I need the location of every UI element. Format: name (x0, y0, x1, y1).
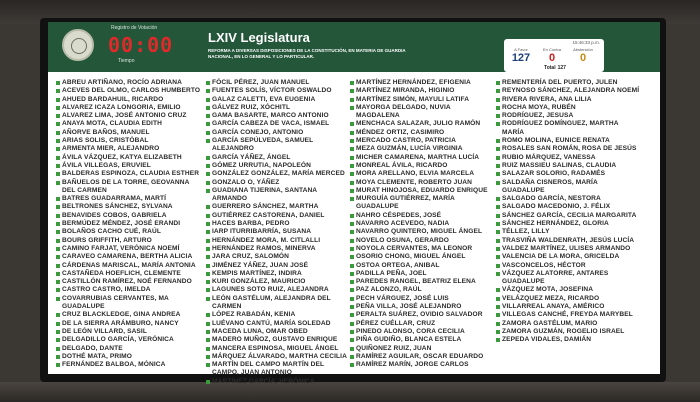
display-header (48, 22, 660, 72)
legislator-entry: ABREU ARTIÑANO, ROCÍO ADRIANA (56, 79, 201, 87)
legislator-entry: MEZA GUZMÁN, LUCÍA VIRGINIA (350, 145, 495, 153)
legislator-entry: PINEDO ALONSO, CORA CECILIA (350, 328, 495, 336)
legislator-entry: NAHRO CÉSPEDES, JOSÉ (350, 212, 495, 220)
abstention-count: 0 (579, 52, 587, 64)
legislator-entry: VÁZQUEZ MOTA, JOSEFINA (496, 286, 641, 294)
legislator-entry: PADILLA PEÑA, JOEL (350, 270, 495, 278)
legislator-entry: MURAT HINOJOSA, EDUARDO ENRIQUE (350, 187, 495, 195)
legislator-entry: MOYA CLEMENTE, ROBERTO JUAN (350, 179, 495, 187)
legislator-entry: VASCONCELOS, HÉCTOR (496, 262, 641, 270)
legislator-entry: MARTÍNEZ HERNÁNDEZ, EFIGENIA (350, 79, 495, 87)
legislator-entry: RAMÍREZ MARÍN, JORGE CARLOS (350, 361, 495, 369)
legislator-entry: HACES BARBA, PEDRO (206, 220, 351, 228)
legislator-entry: DELGADILLO GARCÍA, VERÓNICA (56, 336, 201, 344)
legislator-entry: CASTILLÓN RAMÍREZ, NOÉ FERNANDO (56, 278, 201, 286)
legislator-entry: SALAZAR SOLORIO, RADAMÉS (496, 170, 641, 178)
legislator-entry: MARTÍNEZ MIRANDA, HIGINIO (350, 87, 495, 95)
legislator-entry: DELGADO, DANTE (56, 345, 201, 353)
legislator-entry: LAGUNES SOTO RUIZ, ALEJANDRA (206, 286, 351, 294)
legislator-entry: MORA ARELLANO, ELVIA MARCELA (350, 170, 495, 178)
legislator-entry: ÁVILA VÁZQUEZ, KATYA ELIZABETH (56, 154, 201, 162)
initiative-description: REFORMA A DIVERSAS DISPOSICIONES DE LA CONSTITUCIÓN, EN MATERIA DE GUARDIA NACIONAL, EN LO GENERAL Y LO PARTICULAR. (208, 48, 406, 59)
legislator-entry: GONZÁLEZ GONZÁLEZ, MARÍA MERCED (206, 170, 351, 178)
legislator-entry: VILLARREAL ANAYA, AMÉRICO (496, 303, 641, 311)
legislator-entry: OSORIO CHONG, MIGUEL ÁNGEL (350, 253, 495, 261)
legislator-entry: CARAVEO CAMARENA, BERTHA ALICIA (56, 253, 201, 261)
legislator-entry: MARTÍNEZ GARCÍA, VERÓNICA (206, 378, 351, 386)
legislator-entry: BALDERAS ESPINOZA, CLAUDIA ESTHER (56, 170, 201, 178)
legislator-entry: SÁNCHEZ GARCÍA, CECILIA MARGARITA (496, 212, 641, 220)
legislator-entry: CASTAÑEDA HOEFLICH, CLEMENTE (56, 270, 201, 278)
legislator-entry: PERALTA SUÁREZ, OVIDIO SALVADOR (350, 311, 495, 319)
against-count: 0 (548, 52, 556, 64)
legislator-entry: ROCHA MOYA, RUBÉN (496, 104, 641, 112)
legislator-entry: VILLEGAS CANCHÉ, FREYDA MARYBEL (496, 311, 641, 319)
legislator-entry: LEÓN GASTÉLUM, ALEJANDRA DEL CARMEN (206, 295, 351, 312)
legislator-entry: JIMÉNEZ YÁÑEZ, JUAN JOSÉ (206, 262, 351, 270)
legislator-entry: CÁRDENAS MARISCAL, MARÍA ANTONIA (56, 262, 201, 270)
legislator-entry: GARCÍA YÁÑEZ, ÁNGEL (206, 154, 351, 162)
legislator-entry: TRASVIÑA WALDENRATH, JESÚS LUCÍA (496, 237, 641, 245)
legislator-entry: ROMO MOLINA, EUNICE RENATA (496, 137, 641, 145)
legislator-entry: MAYORGA DELGADO, NUVIA MAGDALENA (350, 104, 495, 121)
legislator-entry: PAREDES RANGEL, BEATRIZ ELENA (350, 278, 495, 286)
legislator-entry: HERNÁNDEZ RAMOS, MINERVA (206, 245, 351, 253)
legislator-entry: GUADIANA TIJERINA, SANTANA ARMANDO (206, 187, 351, 204)
registration-label: Registro de Votación (111, 25, 158, 31)
legislator-entry: GARCÍA CABEZA DE VACA, ISMAEL (206, 120, 351, 128)
legislator-entry: GUERRERO SÁNCHEZ, MARTHA (206, 203, 351, 211)
legislator-entry: MURGUÍA GUTIÉRREZ, MARÍA GUADALUPE (350, 195, 495, 212)
legislator-entry: JARA CRUZ, SALOMÓN (206, 253, 351, 261)
legislator-entry: ROSALES SAN ROMÁN, ROSA DE JESÚS (496, 145, 641, 153)
legislator-entry: PECH VÁRGUEZ, JOSÉ LUIS (350, 295, 495, 303)
total-label: Total (544, 65, 556, 71)
legislator-entry: MERCADO CASTRO, PATRICIA (350, 137, 495, 145)
votes-in-favor (506, 47, 536, 64)
legislator-columns (56, 79, 656, 385)
in-favor-count: 127 (511, 52, 531, 64)
legislator-entry: BOURS GRIFFITH, ARTURO (56, 237, 201, 245)
legislator-entry: IARP ITURRIBARRÍA, SUSANA (206, 228, 351, 236)
legislator-entry: FUENTES SOLÍS, VÍCTOR OSWALDO (206, 87, 351, 95)
total-count: 127 (557, 65, 566, 71)
legislator-entry: GÁLVEZ RUIZ, XÓCHITL (206, 104, 351, 112)
legislator-entry: BATRES GUADARRAMA, MARTÍ (56, 195, 201, 203)
vote-summary-panel (504, 39, 604, 72)
legislator-column-2 (206, 79, 351, 386)
legislator-entry: SALGADO MACEDONIO, J. FÉLIX (496, 203, 641, 211)
total-votes (504, 65, 604, 71)
legislator-entry: DE LA SIERRA ARÁMBURO, NANCY (56, 320, 201, 328)
national-seal-icon (62, 29, 94, 61)
legislator-entry: KURI GONZÁLEZ, MAURICIO (206, 278, 351, 286)
legislator-entry: ACEVES DEL OLMO, CARLOS HUMBERTO (56, 87, 201, 95)
legislator-entry: GARCÍA SEPÚLVEDA, SAMUEL ALEJANDRO (206, 137, 351, 154)
legislator-entry: ZAMORA GUZMÁN, ROGELIO ISRAEL (496, 328, 641, 336)
legislator-entry: GUTIÉRREZ CASTORENA, DANIEL (206, 212, 351, 220)
legislator-entry: AÑORVE BAÑOS, MANUEL (56, 129, 201, 137)
legislator-entry: PEÑA VILLA, JOSÉ ALEJANDRO (350, 303, 495, 311)
summary-time: 15:46:33 p.m. (572, 40, 600, 45)
legislator-entry: BELTRONES SÁNCHEZ, SYLVANA (56, 203, 201, 211)
legislator-entry: FERNÁNDEZ BALBOA, MÓNICA (56, 361, 201, 369)
legislator-entry: MÉNDEZ ORTIZ, CASIMIRO (350, 129, 495, 137)
legislator-entry: RUIZ MASSIEU SALINAS, CLAUDIA (496, 162, 641, 170)
legislator-entry: GALAZ CALETTI, EVA EUGENIA (206, 96, 351, 104)
legislator-entry: MENCHACA SALAZAR, JULIO RAMÓN (350, 120, 495, 128)
legislator-entry: RUBIO MÁRQUEZ, VANESSA (496, 154, 641, 162)
legislator-column-1 (56, 79, 201, 369)
legislator-entry: NOYOLA CERVANTES, MA LEONOR (350, 245, 495, 253)
timer-label: Tiempo (118, 58, 135, 64)
legislator-entry: MONREAL ÁVILA, RICARDO (350, 162, 495, 170)
abstention-label: Abstención (573, 47, 593, 52)
legislator-entry: GONZALO O, YÁÑEZ (206, 179, 351, 187)
legislator-entry: FÓCIL PÉREZ, JUAN MANUEL (206, 79, 351, 87)
legislator-entry: VÁZQUEZ ALATORRE, ANTARES GUADALUPE (496, 270, 641, 287)
legislator-entry: ALVAREZ ICAZA LONGORIA, EMILIO (56, 104, 201, 112)
legislator-entry: MARTÍNEZ SIMÓN, MAYULI LATIFA (350, 96, 495, 104)
legislator-entry: ALVAREZ LIMA, JOSÉ ANTONIO CRUZ (56, 112, 201, 120)
legislator-entry: MICHER CAMARENA, MARTHA LUCÍA (350, 154, 495, 162)
legislator-entry: RAMÍREZ AGUILAR, OSCAR EDUARDO (350, 353, 495, 361)
legislator-entry: CRUZ BLACKLEDGE, GINA ANDREA (56, 311, 201, 319)
voting-display (48, 22, 660, 385)
legislator-entry: DE LEÓN VILLARD, SASIL (56, 328, 201, 336)
legislator-column-4 (496, 79, 641, 345)
legislator-entry: SALDAÑA CISNEROS, MARÍA GUADALUPE (496, 179, 641, 196)
legislator-entry: MACEDA LUNA, OMAR OBED (206, 328, 351, 336)
legislator-entry: MANCERA ESPINOSA, MIGUEL ÁNGEL (206, 345, 351, 353)
legislator-entry: ARIAS SOLIS, CRISTÓBAL (56, 137, 201, 145)
legislator-entry: BERMÚDEZ MÉNDEZ, JOSÉ ERANDI (56, 220, 201, 228)
legislator-entry: RODRÍGUEZ DOMÍNGUEZ, MARTHA MARÍA (496, 120, 641, 137)
legislator-entry: HERNÁNDEZ MORA, M. CITLALLI (206, 237, 351, 245)
legislator-entry: ZEPEDA VIDALES, DAMIÁN (496, 336, 641, 344)
legislator-entry: BENAVIDES COBOS, GABRIELA (56, 212, 201, 220)
legislator-column-3 (350, 79, 495, 369)
legislator-entry: VELÁZQUEZ MEZA, RICARDO (496, 295, 641, 303)
legislator-entry: OSTOA ORTEGA, ANIBAL (350, 262, 495, 270)
legislator-entry: PÉREZ CUÉLLAR, CRUZ (350, 320, 495, 328)
legislator-entry: ARMENTA MIER, ALEJANDRO (56, 145, 201, 153)
legislator-entry: VALDEZ MARTÍNEZ, ULISES ARMANDO (496, 245, 641, 253)
legislator-entry: GARCÍA CONEJO, ANTONIO (206, 129, 351, 137)
vote-timer: 00:00 (108, 33, 174, 57)
legislator-entry: RODRÍGUEZ, JESUSA (496, 112, 641, 120)
legislator-entry: PIÑA GUDIÑO, BLANCA ESTELA (350, 336, 495, 344)
legislator-entry: BOLAÑOS CACHO CUÉ, RAÚL (56, 228, 201, 236)
legislator-entry: KEMPIS MARTÍNEZ, INDIRA (206, 270, 351, 278)
legislator-entry: ANAYA MOTA, CLAUDIA EDITH (56, 120, 201, 128)
legislature-title: LXIV Legislatura (208, 30, 310, 45)
legislator-entry: MARTÍN DEL CAMPO MARTÍN DEL CAMPO, JUAN ANTONIO (206, 361, 351, 378)
legislator-entry: NOVELO OSUNA, GERARDO (350, 237, 495, 245)
legislator-entry: MÁRQUEZ ÁLVARADO, MARTHA CECILIA (206, 353, 351, 361)
legislator-entry: SALGADO GARCÍA, NESTORA (496, 195, 641, 203)
legislator-entry: GÓMEZ URRUTIA, NAPOLEÓN (206, 162, 351, 170)
legislator-entry: REMENTERÍA DEL PUERTO, JULEN (496, 79, 641, 87)
legislator-entry: TÉLLEZ, LILLY (496, 228, 641, 236)
legislator-entry: LÓPEZ RABADÁN, KENIA (206, 311, 351, 319)
legislator-entry: DOTHÉ MATA, PRIMO (56, 353, 201, 361)
legislator-entry: REYNOSO SÁNCHEZ, ALEJANDRA NOEMÍ (496, 87, 641, 95)
against-label: En Contra (542, 47, 561, 52)
legislator-entry: GAMA BASARTE, MARCO ANTONIO (206, 112, 351, 120)
legislator-entry: SÁNCHEZ HERNÁNDEZ, GLORIA (496, 220, 641, 228)
legislator-entry: QUIÑONEZ RUIZ, JUAN (350, 345, 495, 353)
legislator-entry: MADERO MUÑOZ, GUSTAVO ENRIQUE (206, 336, 351, 344)
legislator-entry: CAMINO FARJAT, VERÓNICA NOEMÍ (56, 245, 201, 253)
legislator-entry: ÁVILA VILLEGAS, ERUVIEL (56, 162, 201, 170)
in-favor-label: A Favor (514, 47, 528, 52)
votes-against (537, 47, 567, 64)
legislator-entry: PAZ ALONZO, RAÚL (350, 286, 495, 294)
legislator-entry: RIVERA RIVERA, ANA LILIA (496, 96, 641, 104)
legislator-entry: LUÉVANO CANTÚ, MARÍA SOLEDAD (206, 320, 351, 328)
legislator-entry: AHUED BARDAHUIL, RICARDO (56, 96, 201, 104)
votes-abstention (568, 47, 598, 64)
legislator-entry: ZAMORA GASTÉLUM, MARIO (496, 320, 641, 328)
legislator-entry: BAÑUELOS DE LA TORRE, GEOVANNA DEL CARMEN (56, 179, 201, 196)
legislator-entry: NAVARRO QUINTERO, MIGUEL ÁNGEL (350, 228, 495, 236)
legislator-entry: NAVARRO ACEVEDO, NADIA (350, 220, 495, 228)
legislator-entry: VALENCIA DE LA MORA, GRICELDA (496, 253, 641, 261)
legislator-entry: COVARRUBIAS CERVANTES, MA GUADALUPE (56, 295, 201, 312)
legislator-entry: CASTRO CASTRO, IMELDA (56, 286, 201, 294)
